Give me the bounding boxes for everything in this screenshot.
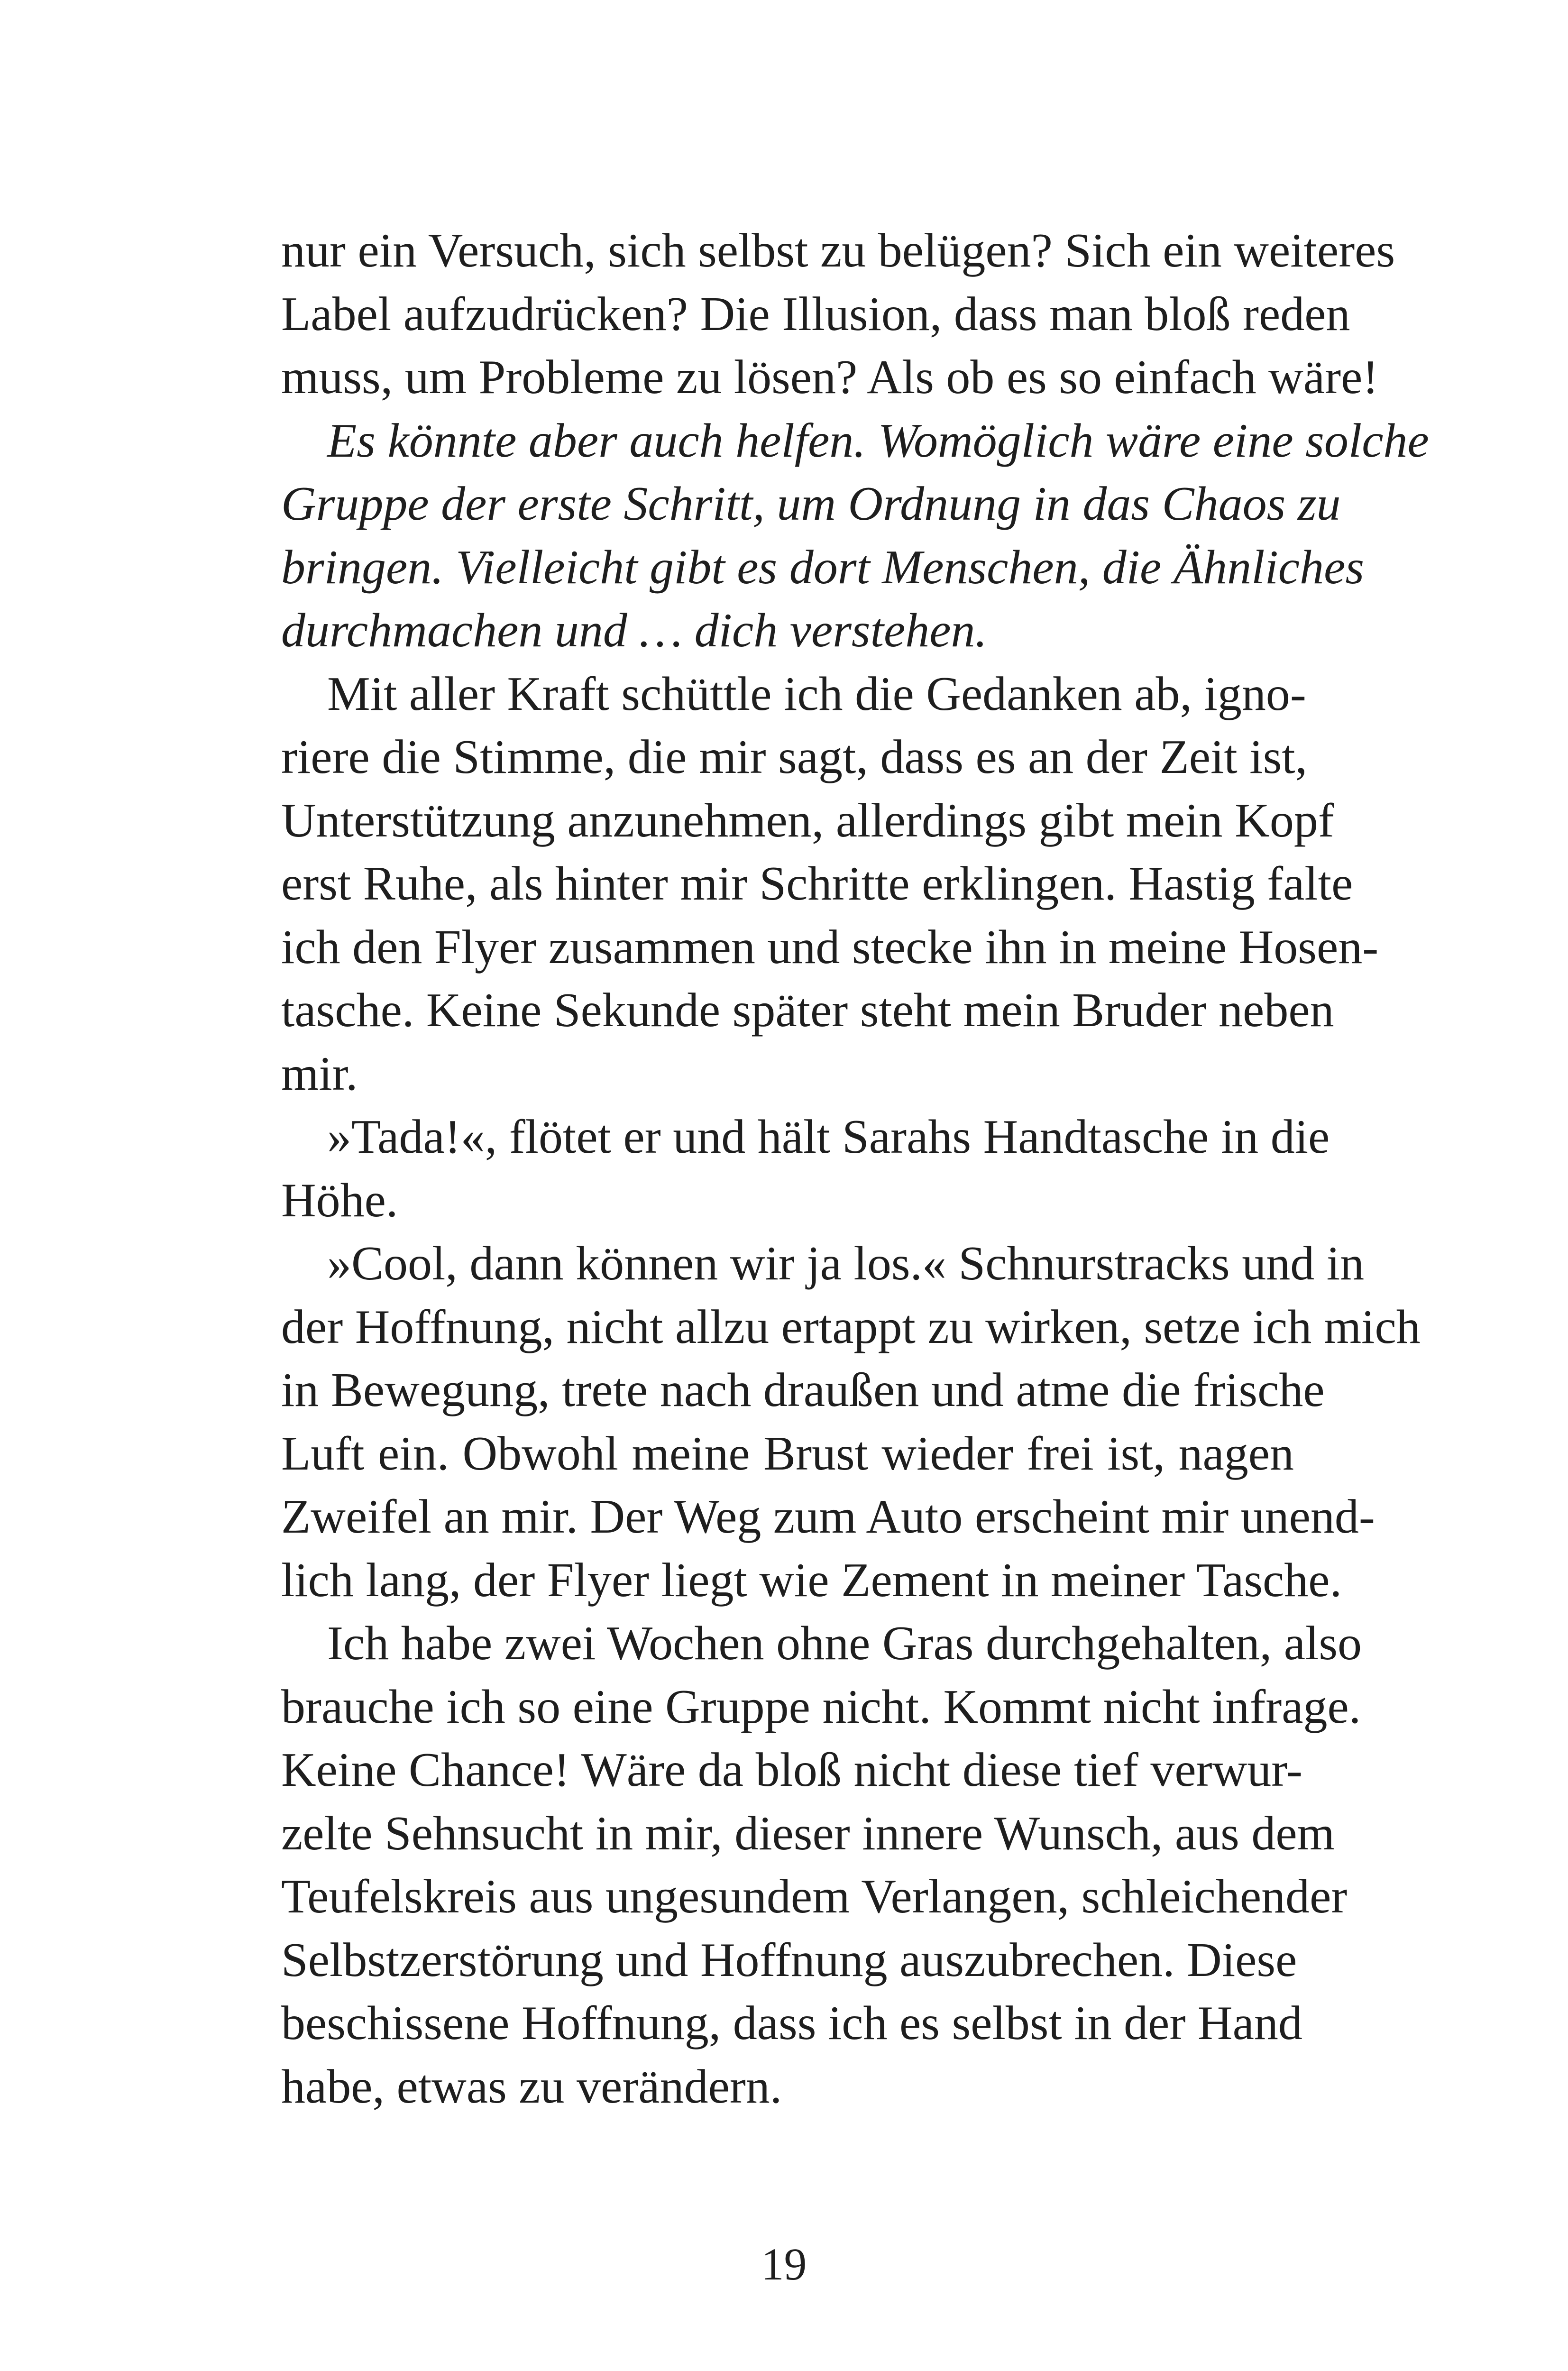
text-line: Selbstzerstörung und Hoffnung auszubrechen. Diese bbox=[281, 1933, 1297, 1987]
text-line: lich lang, der Flyer liegt wie Zement in meiner Tasche. bbox=[281, 1553, 1342, 1607]
text-line: tasche. Keine Sekunde später steht mein Bruder neben bbox=[281, 983, 1334, 1037]
text-line: riere die Stimme, die mir sagt, dass es an der Zeit ist, bbox=[281, 730, 1308, 784]
text-line: bringen. Vielleicht gibt es dort Menschen, die Ähnliches bbox=[281, 540, 1365, 594]
text-line: Ich habe zwei Wochen ohne Gras durchgehalten, also bbox=[327, 1617, 1362, 1670]
text-line: durchmachen und … dich verstehen. bbox=[281, 604, 988, 657]
text-line: beschissene Hoffnung, dass ich es selbst in der Hand bbox=[281, 1996, 1302, 2050]
text-line: nur ein Versuch, sich selbst zu belügen? Sich ein weiteres bbox=[281, 224, 1395, 277]
text-line: habe, etwas zu verändern. bbox=[281, 2059, 782, 2114]
text-line: »Cool, dann können wir ja los.« Schnurstracks und in bbox=[327, 1237, 1365, 1290]
text-line: Teufelskreis aus ungesundem Verlangen, schleichender bbox=[281, 1870, 1348, 1923]
text-line: »Tada!«, flötet er und hält Sarahs Handtasche in die bbox=[327, 1110, 1330, 1164]
text-line: Unterstützung anzunehmen, allerdings gibt mein Kopf bbox=[281, 793, 1334, 847]
text-line: Label aufzudrücken? Die Illusion, dass man bloß reden bbox=[281, 287, 1350, 341]
text-line: ich den Flyer zusammen und stecke ihn in meine Hosen- bbox=[281, 920, 1379, 974]
text-line: Mit aller Kraft schüttle ich die Gedanken ab, igno- bbox=[327, 667, 1306, 721]
text-line: Höhe. bbox=[281, 1173, 398, 1227]
text-line: Luft ein. Obwohl meine Brust wieder frei ist, nagen bbox=[281, 1426, 1294, 1480]
text-line: Keine Chance! Wäre da bloß nicht diese tief verwur- bbox=[281, 1743, 1303, 1797]
text-line: muss, um Probleme zu lösen? Als ob es so einfach wäre! bbox=[281, 350, 1379, 404]
page-number: 19 bbox=[761, 2239, 807, 2289]
text-line: in Bewegung, trete nach draußen und atme die frische bbox=[281, 1363, 1325, 1417]
text-line: brauche ich so eine Gruppe nicht. Kommt nicht infrage. bbox=[281, 1680, 1361, 1734]
text-line: mir. bbox=[281, 1047, 358, 1101]
text-line: Es könnte aber auch helfen. Womöglich wäre eine solche bbox=[327, 414, 1429, 468]
body-text bbox=[281, 219, 1429, 2118]
text-line: Zweifel an mir. Der Weg zum Auto erscheint mir unend- bbox=[281, 1490, 1375, 1544]
text-line: der Hoffnung, nicht allzu ertappt zu wirken, setze ich mich bbox=[281, 1300, 1421, 1354]
text-line: zelte Sehnsucht in mir, dieser innere Wunsch, aus dem bbox=[281, 1806, 1335, 1860]
text-line: Gruppe der erste Schritt, um Ordnung in das Chaos zu bbox=[281, 477, 1341, 531]
text-line: erst Ruhe, als hinter mir Schritte erklingen. Hastig falte bbox=[281, 857, 1353, 910]
